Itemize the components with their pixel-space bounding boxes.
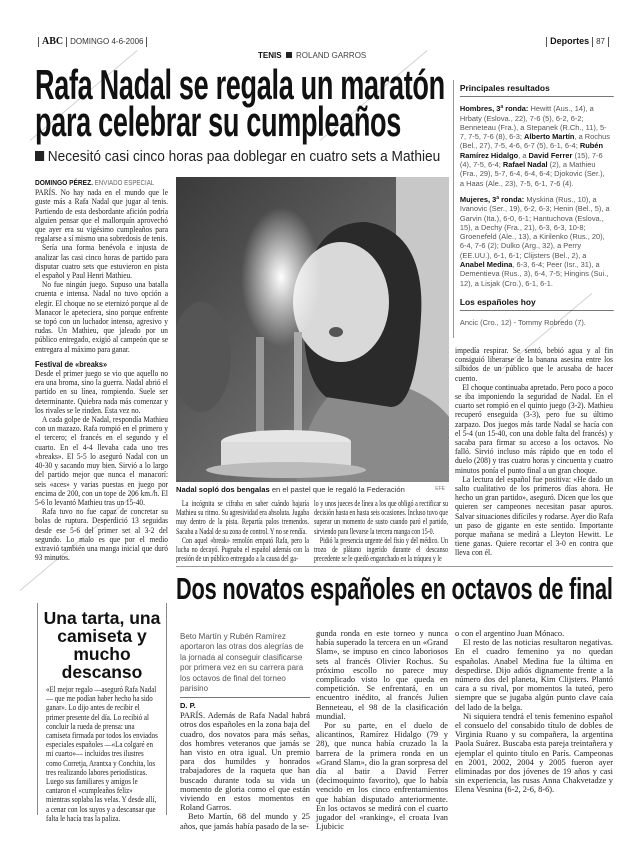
headline-line-1: Rafa Nadal se regala un maratón [35,61,445,108]
article-paragraph: lo y unos jueces de línea a los que obligó a rectificar su decisión hasta en hasta seis ocasiones. Incluso tuvo que superar un momento de susto cuando paró el partido, sirviendo para llevarse la tercera manga con 15-0. [314,499,448,536]
article-paragraph: La lectura del español fue positiva: «He dado un salto cualitativo de los primeros días ahora. He hecho un gran partido», aseguró. Dicen que los que quieren ser campeones necesitan pasar apuros. Salvar situaciones difíciles y rodarse. Ayer dio Rafa un paso de gigante en este sentido. Importante porque mañana se medirá a Lleyton Hewitt. Le tiene ganas. Quiere recortar el 3-0 en contra que lleva con él. [455,474,613,558]
kicker-label: TENIS [258,51,282,60]
square-bullet-icon [286,52,292,58]
article-paragraph: «El mejor regalo —aseguró Rafa Nadal— que me podían haber hecho ha sido ganar». Lo dijo antes de recibir el primer presente del día. Lo recibió al concluir la rueda de prensa: una camiseta firmada por todos los enviados especiales españoles —«La colgaré en mi cuarto»— incluidos tres ilustres como Corretja, Arantxa y Conchita, los tres realizando labores periodísticas. Luego sus familiares y amigos le cantaron el «cumpleaños feliz» mientras soplaba las velas. Y desde allí, a cenar con los suyos y a descansar que falta le hacía tras la paliza. [46,685,158,823]
divider [176,566,613,567]
result-text: (2), a Mathieu (Fra., 29), 5-7, 6-4, 6-4, 6-4; Djokovic (Ser.), a Haas (Ale., 23), 7-5, 6-1, 7-6 (4). [459,160,605,188]
page-header-left [35,36,150,47]
photo-credit: EFE [435,486,445,492]
second-article-column-1 [180,701,310,831]
article-paragraph: Desde el primer juego se vio que aquello no era una broma, sino la guerra. Nadal abrió el partido en su línea, rompiendo. Suele ser determinante. Quiebra nada más comenzar y los rivales se le rinden. Esta vez no. [35,369,168,415]
column-content [180,701,310,831]
headline-line-2: para celebrar su cumpleaños [35,98,402,145]
article-paragraph: Pidió la presencia urgente del fisio y del médico. Un trozo de plátano ingerido durante el descanso precedente se le quedó enganchado en la tráquea y le [314,535,448,564]
main-subtitle [35,148,440,165]
article-paragraph: Sería una forma benévola e injusta de analizar las casi cinco horas de partido para disputar cuatro sets que estuvieron en pista el español y Paul Henri Mathieu. [35,243,168,281]
article-paragraph: No fue ningún juego. Supuso una batalla cruenta e intensa. Nadal no tuvo opción a elegir. El choque no se eternizó porque al de Manacor le apeteciera, sino porque enfrente se topó con un luchador intenso, agresivo y rudas. Un Mathieu, que jaleado por un público entregado, exigió al campeón que se entregara al máximo para ganar. [35,280,168,354]
article-paragraph: A cada golpe de Nadal, respondía Mathieu con un mazazo. Rafa rompió en el primero y el tercero; el francés en el segundo y el cuarto. En el 4-4 llevaba cada uno tres «breaks». El 5-5 lo aseguró Nadal con un 40-30 y sacando muy bien. Sirvió a lo largo del partido mejor que nunca el manacorí: seis «aces» y varias puestas en juego por encima de 200, con un tope de 206 km./h. El 5-6 lo levantó Mathieu tras un 15-40. [35,415,168,507]
result-highlight: Mujeres, 3ª ronda: [459,194,527,204]
page-number: 87 [596,37,605,46]
second-headline: Dos novatos españoles en octavos de final [176,571,613,606]
paragraphs [176,499,309,563]
kicker-sub: ROLAND GARROS [296,51,367,60]
main-article-column-3 [314,499,448,563]
author-name: DOMINGO PÉREZ. [35,178,93,187]
second-article-lead [180,632,310,694]
column-content [455,629,613,795]
sidebar-box-title: Una tarta, una camiseta y mucho descanso [43,608,161,682]
article-paragraph: La incógnita se cifraba en saber cuándo bajaría Mathieu su ritmo. Su agresividad era absoluta. Jugaba muy dentro de la pista. Repartía palos tremendos. Sacaba a Nadal de su zona de control. Y no se rendía. [176,499,309,536]
result-highlight: Rafael Nadal [502,160,548,170]
section-kicker [258,51,366,60]
todays-spaniards-title: Los españoles hoy [460,294,614,311]
square-bullet-icon [35,151,44,161]
article-paragraph: El choque continuaba apretado. Pero poco a poco se iba imponiendo la seguridad de Nadal. En el cuarto set rompió en el quinto juego (3-2). Mathieu recuperó enseguida (3-3), pero fue su último zarpazo. Dos juegos más tarde Nadal se hacía con el 5-4 (un 15-40, con una doble falta del francés) y sacaba para firmar su acceso a los octavos. No falló. Sirvió incluso más rápido que en todo el duelo (208) y tras cuatro horas y cincuenta y cuatro minutos ponía el punto final a un gran choque. [455,382,613,475]
second-article-column-3 [455,629,613,795]
column-content [455,346,613,558]
author-name: D. P. [180,701,196,710]
candle-left [256,337,264,432]
article-paragraph: Con aquel «break» remolón empató Rafa, pero la lucha no decayó. Pugnaba el español además con la presión de un público entregado a la causa del ga- [176,535,309,564]
column-content [314,499,448,563]
article-paragraph: gunda ronda en este torneo y nunca había superado la tercera en un «Grand Slam», se impuso en cinco laboriosos sets al francés Olivier Rochus. Su próximo escollo no parece muy complicado visto lo que queda en competición. Se enfrentará, en un encuentro inédito, al francés Julien Benneteau, el 98 de la clasificación mundial. [316,629,448,721]
result-highlight: Rubén Ramírez Hidalgo [459,141,603,160]
mouth [329,327,343,337]
byline [35,178,168,188]
author-role: ENVIADO ESPECIAL [94,180,155,187]
caption-text: en el pastel que le regaló la Federación [271,485,405,494]
photo-caption [176,485,449,494]
candle-right [294,332,302,432]
paragraphs [180,711,310,831]
sidebar-content [454,80,614,328]
second-article-column-2 [316,629,448,831]
article-paragraph: PARÍS. No hay nada en el mundo que le guste más a Rafa Nadal que jugar al tenis. Partiendo de esta desbordante afición podría alguien pensar que el mallorquín aprovechó que ayer era su vigésimo cumpleaños para regalarse a sí mismo una sobredosis de tenis. [35,188,168,244]
results-sidebar [453,80,614,338]
column-content [316,629,448,831]
sparkler-flame [241,207,321,347]
result-highlight: Alberto Martín [523,132,575,142]
main-article-column-2 [176,499,309,563]
result-text: , 6-3, 6-4; Peer (Isr., 31), a Dementieva (Rus., 3), 6-4, 7-5; Hingins (Sui., 12), a Lisjak (Cro.), 6-1, 6-1. [459,260,609,288]
women-results [460,195,610,288]
paragraphs [316,629,448,831]
plate [206,462,366,478]
article-paragraph: Ni siquiera tendrá el tenis femenino español el consuelo del consabido título de dobles de Virginia Ruano y su compañera, la argentina Paola Suárez. Buscaba esta pareja treintañera y ejemplar el quinto título en París. Campeonas en 2001, 2002, 2004 y 2005 fueron ayer eliminadas por dos jóvenes de 19 años y casi sin experiencia, las rusas Anna Chakvetadze y Elena Vesnina (6-2, 2-6, 8-6). [455,711,613,795]
byline [180,701,310,711]
paragraphs [46,685,158,823]
lead-text: Beto Martín y Rubén Ramírez aportaron las otras dos alegrías de la jornada al conseguir clasificarse por primera vez en su carrera para los octavos de final del torneo parisino [180,632,304,694]
article-paragraph: impedía respirar. Se sentó, bebió agua y al fin consiguió liberarse de la banana asesina entre los silbidos de un público que le acusaba de hacer cuento. [455,346,613,383]
birthday-sidebar-box [37,603,167,823]
result-highlight: David Ferrer [528,150,573,160]
result-text: , a Rochus (Bel., 27), 7-5, 4-6, 6-7 (5), 6-1, 6-4; [459,132,611,151]
result-text: Hewitt (Aus., 14), a Hrbaty (Eslova., 22), 7-6 (5), 6-2, 6-2; Benneteau (Fra.), a Stepanek (R.Ch., 11), 5-7, 7-5, 7-6 (8), 6-3; [459,104,607,142]
main-article-column-1 [35,178,168,562]
result-text: Myskina (Rus., 10), a Ivanovic (Ser., 19), 6-2, 6-3; Henin (Bel., 5), a Garvin (Ita.), 6-0, 6-1; Hantuchova (Eslova., 15), a Dechy (Fra., 21), 6-3, 6-3, 10-8; Groenefeld (Ale., 13), a Kirilenko (Rus., 20), 6-4, 7-6 (2); Dulko (Arg., 32), a Perry (EE.UU.), 6-1, 6-1; Clijsters (Bel., 2), a [459,194,610,260]
paragraphs [35,369,168,562]
column-content [176,499,309,563]
lead-divider [180,697,310,698]
article-paragraph: Beto Martín, 68 del mundo y 25 años, que jamás había pasado de la se- [180,812,310,831]
todays-match: Ancic (Cro., 12) - Tommy Robredo (7). [459,318,586,328]
paragraphs [35,188,168,354]
article-paragraph: PARÍS. Además de Rafa Nadal habrá otros dos españoles en la zona baja del cuadro, dos novatos para más señas, dos hombres veteranos que jamás se han visto en otra igual. Un premio para dos humildes y honrados trabajadores de la raqueta que han buscado durante toda su vida un momento de gloria como el que están viviendo en estos momentos en Roland Garros. [180,711,310,813]
section-name: Deportes [550,36,590,46]
results-title: Principales resultados [460,80,614,97]
result-text: , a [518,150,529,160]
result-text: (15), 7-6 (4), 7-5, 6-4; [459,150,603,170]
paragraphs [455,629,613,795]
article-subhead: Festival de «breaks» [35,358,108,369]
column-content [35,178,168,562]
result-highlight: Anabel Medina [459,260,513,270]
caption-bold: Nadal sopló dos bengalas [176,485,270,494]
article-paragraph: Rafa tuvo no fue capaz de concretar su bolas de ruptura. Desperdició 13 seguidas desde ese 5-6 del primer set al 3-2 del segundo. Lo malo es que por el medio extravió también una manga inicial que duró 93 minutos. [35,507,168,563]
nadal-birthday-photo [176,177,449,482]
article-paragraph: El resto de las noticias resultaron negativas. En el cuadro femenino ya no quedan españolas. Anabel Medina fue la última en despedirse. Dijo adiós dignamente frente a la número dos del planeta, Kim Clijsters. Plantó cara a su rival, por momentos la tuteó, pero siempre que se jugaba algún punto clave caía del lado de la belga. [455,638,613,712]
issue-date: DOMINGO 4-6-2006 [70,37,144,46]
men-results [460,104,610,188]
paragraphs [314,499,448,563]
sidebar-box-text [38,685,166,823]
paragraphs [455,346,613,558]
subtitle-text: Necesitó casi cinco horas paa doblegar en cuatro sets a Mathieu [47,148,441,165]
photo-image [176,177,449,482]
brand-logo: ABC [42,36,64,47]
result-highlight: Hombres, 3ª ronda: [459,104,531,114]
page-header-right [543,36,612,47]
column-content [46,685,158,823]
article-paragraph: o con el argentino Juan Mónaco. [455,629,565,638]
main-headline [35,61,445,145]
article-paragraph: Por su parte, en el duelo de alicantinos, Ramírez Hidalgo (79 y 28), que nunca había cruzado la la barrera de la primera ronda en un «Grand Slam», dio la gran sorpresa del día al batir a David Ferrer (decimoquinto favorito), que lo había vencido en los cinco enfrentamientos que habían disputado anteriormente. En los octavos se medirá con el cuarto jugador del «ranking», el croata Ivan Ljubicic [316,721,448,832]
main-article-column-4 [455,346,613,558]
